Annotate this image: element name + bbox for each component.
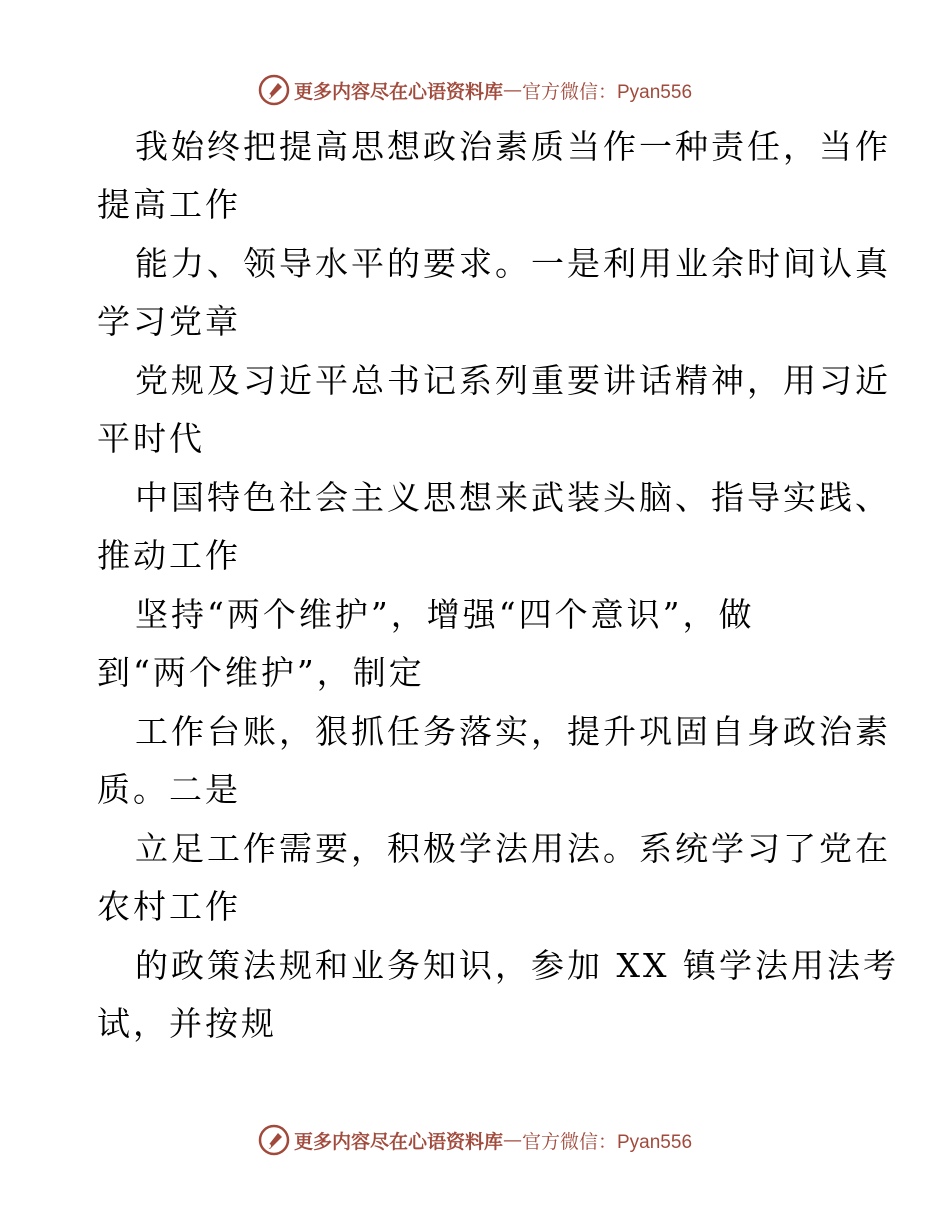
body-line: 试，并按规 bbox=[97, 1004, 277, 1043]
body-line: 能力、领导水平的要求。一是利用业余时间认真 bbox=[135, 244, 891, 283]
body-line: 我始终把提高思想政治素质当作一种责任，当作 bbox=[135, 127, 891, 166]
body-line: 坚持“两个维护”，增强“四个意识”，做 bbox=[135, 595, 755, 634]
pen-nib-logo-icon bbox=[258, 74, 290, 106]
body-line: 党规及习近平总书记系列重要讲话精神，用习近 bbox=[135, 361, 891, 400]
footer-banner bbox=[0, 1120, 950, 1160]
body-line: 质。二是 bbox=[97, 770, 241, 809]
footer-banner-main: 更多内容尽在心语资料库 bbox=[293, 1130, 503, 1153]
footer-banner-dash: — bbox=[503, 1129, 522, 1151]
footer-banner-contact: 官方微信：Pyan556 bbox=[522, 1131, 693, 1153]
body-line: 推动工作 bbox=[97, 536, 241, 575]
header-banner-contact: 官方微信：Pyan556 bbox=[522, 81, 693, 103]
body-line: 学习党章 bbox=[97, 302, 241, 341]
body-line: 工作台账，狠抓任务落实，提升巩固自身政治素 bbox=[135, 712, 891, 751]
header-banner bbox=[0, 70, 950, 110]
body-line: 到“两个维护”，制定 bbox=[97, 653, 425, 692]
body-line: 中国特色社会主义思想来武装头脑、指导实践、 bbox=[135, 478, 891, 517]
body-line: 农村工作 bbox=[97, 887, 241, 926]
header-banner-dash: — bbox=[503, 79, 522, 101]
body-line: 立足工作需要，积极学法用法。系统学习了党在 bbox=[135, 829, 891, 868]
pen-nib-logo-icon bbox=[258, 1124, 290, 1156]
body-line: 提高工作 bbox=[97, 185, 241, 224]
header-banner-main: 更多内容尽在心语资料库 bbox=[293, 80, 503, 103]
body-line: 平时代 bbox=[97, 419, 205, 458]
body-line: 的政策法规和业务知识，参加 XX 镇学法用法考 bbox=[135, 946, 899, 985]
